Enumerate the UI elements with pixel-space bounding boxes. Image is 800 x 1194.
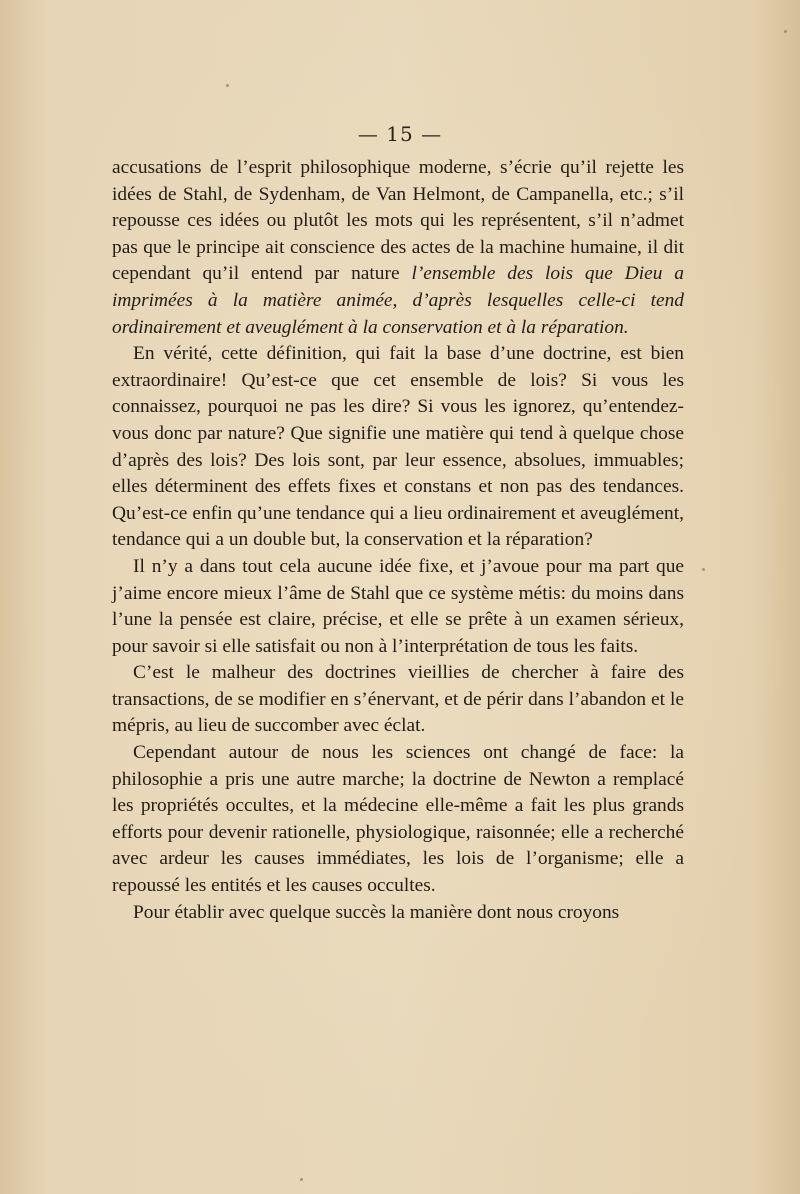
paragraph-3: Il n’y a dans tout cela aucune idée fixe, et j’avoue pour ma part que j’aime encore mieux l’âme de Stahl que ce système métis: du moins dans l’une la pensée est claire, précise, et elle se prête à un examen sérieux, pour savoir si elle satisfait ou non à l’interprétation de tous les faits. [112, 555, 684, 657]
paragraph-5: Cependant autour de nous les sciences ont changé de face: la philosophie a pris une autre marche; la doctrine de Newton a remplacé les propriétés occultes, et la médecine elle-même a fait les plus grands efforts pour devenir rationelle, physiologique, raisonnée; elle a recherché avec ardeur les causes immédiates, les lois de l’organisme; elle a repoussé les entités et les causes occultes. [112, 742, 684, 897]
paragraph-1 [112, 155, 684, 341]
paragraph-1-roman: accusations de l’esprit philosophique moderne, s’écrie qu’il rejette les idées de Stahl, de Sydenham, de Van Helmont, de Campanella, etc.; s’il repousse ces idées ou plutôt les mots qui les représentent, s’il n’admet pas que le principe ait conscience des actes de la machine humaine, il dit cependant qu’il entend par nature [112, 157, 684, 285]
paper-speck [784, 30, 787, 33]
paper-speck [300, 1178, 303, 1181]
paragraph-4: C’est le malheur des doctrines vieillies de chercher à faire des transactions, de se modifier en s’énervant, et de périr dans l’abandon et le mépris, au lieu de succomber avec éclat. [112, 662, 684, 737]
paragraph-1-italic: l’ensemble des lois que Dieu a imprimées à la matière animée, d’après lesquelles celle-ci tend ordinairement et aveuglément à la conservation et à la réparation. [112, 263, 684, 338]
paper-speck [702, 568, 705, 571]
paragraph-2: En vérité, cette définition, qui fait la base d’une doctrine, est bien extraordinaire! Qu’est-ce que cet ensemble de lois? Si vous les connaissez, pourquoi ne pas les dire? Si vous les ignorez, qu’entendez-vous donc par nature? Que signifie une matière qui tend à quelque chose d’après des lois? Des lois sont, par leur essence, absolues, immuables; elles déterminent des effets fixes et constans et non pas des tendances. Qu’est-ce enfin qu’une tendance qui a lieu ordinairement et aveuglément, tendance qui a un double but, la conservation et la réparation? [112, 343, 684, 551]
paragraph-6: Pour établir avec quelque succès la manière dont nous croyons [133, 901, 620, 923]
page-number: — 15 — [357, 122, 443, 146]
paper-speck [226, 84, 229, 87]
body-text [112, 155, 684, 926]
